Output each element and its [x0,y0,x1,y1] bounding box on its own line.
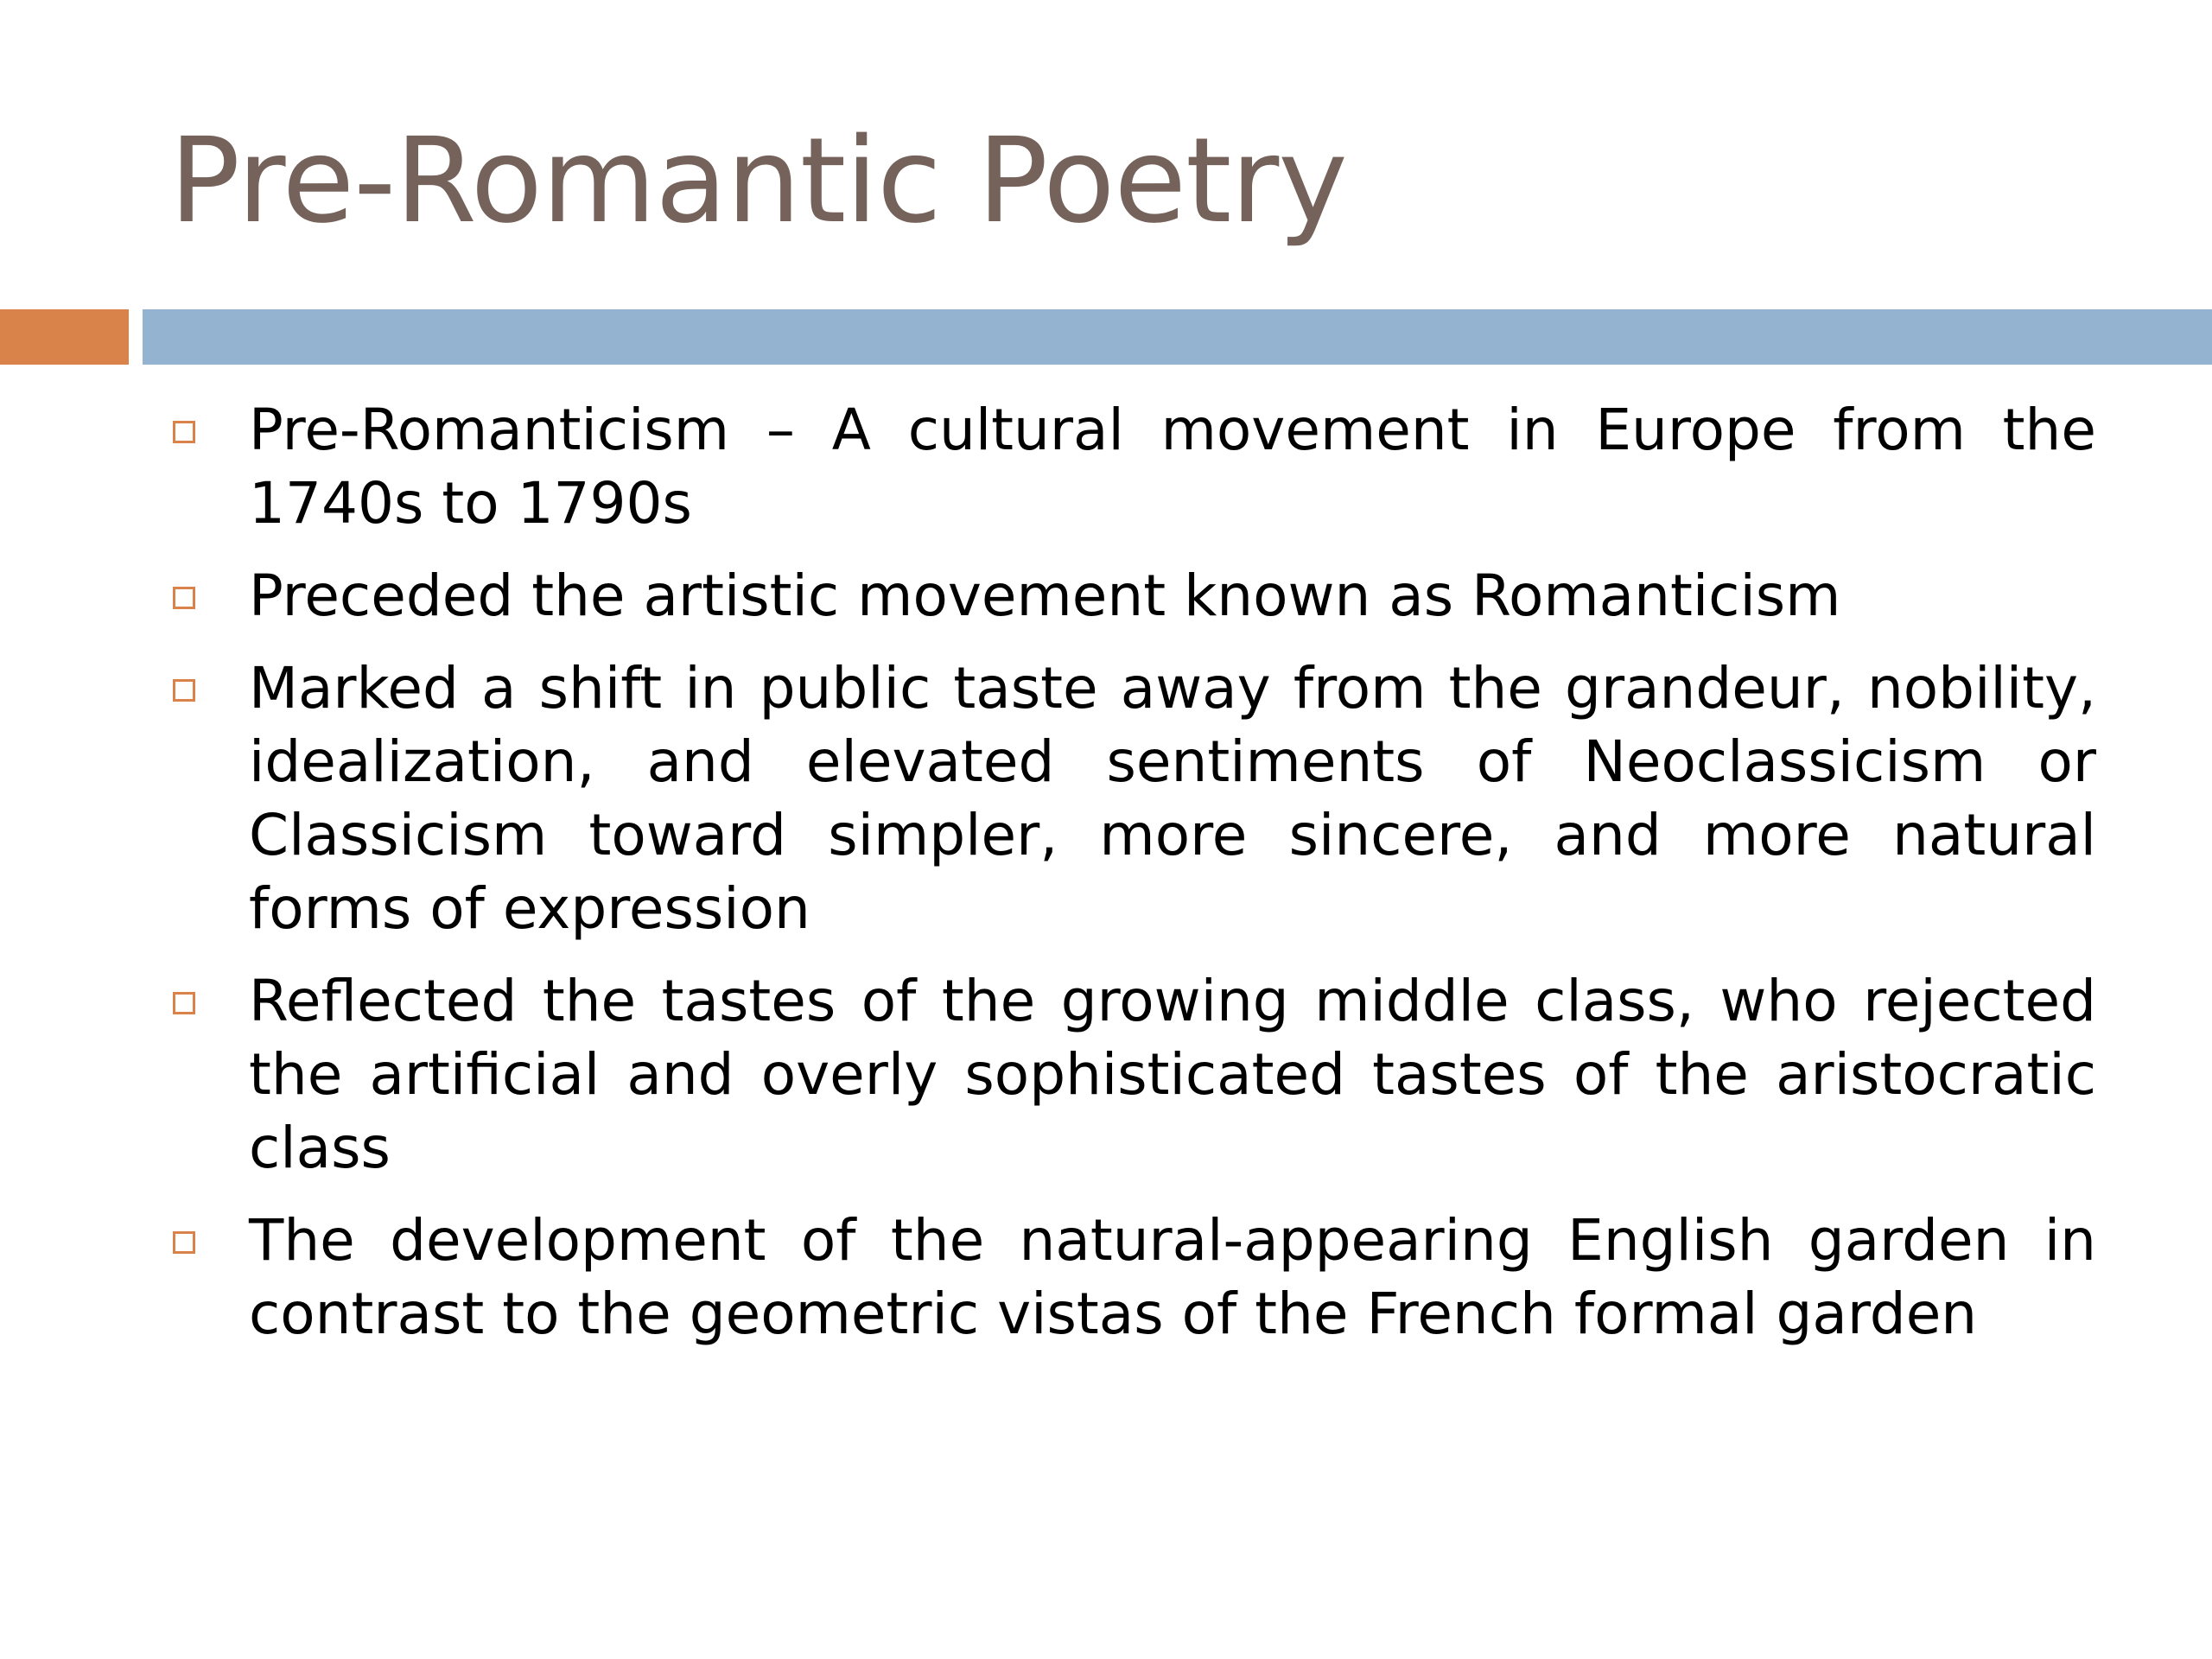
bullet-text: Marked a shift in public taste away from the grandeur, nobility, idealization, and elevated sentiments of Neoclassicism or Classicism toward simpler, more sincere, and more natural forms of expression [249,655,2096,942]
hollow-square-bullet-icon [173,679,195,702]
bullet-item [169,964,2096,1185]
slide-title: Pre-Romantic Poetry [169,113,1347,250]
bullet-text: Preceded the artistic movement known as Romanticism [249,563,1841,629]
bullet-item [169,559,2096,632]
bullet-item [169,652,2096,945]
title-accent-block [0,309,129,365]
bullet-list [169,393,2096,1370]
bullet-text: Pre-Romanticism – A cultural movement in Europe from the 1740s to 1790s [249,397,2096,537]
hollow-square-bullet-icon [173,421,195,443]
bullet-text: The development of the natural-appearing English garden in contrast to the geometric vistas of the French formal garden [249,1207,2096,1347]
bullet-text: Reflected the tastes of the growing middle class, who rejected the artificial and overly sophisticated tastes of the aristocratic class [249,968,2096,1181]
hollow-square-bullet-icon [173,1231,195,1254]
bullet-item [169,1204,2096,1351]
hollow-square-bullet-icon [173,992,195,1014]
title-divider-bar [143,309,2212,365]
hollow-square-bullet-icon [173,587,195,609]
bullet-item [169,393,2096,540]
